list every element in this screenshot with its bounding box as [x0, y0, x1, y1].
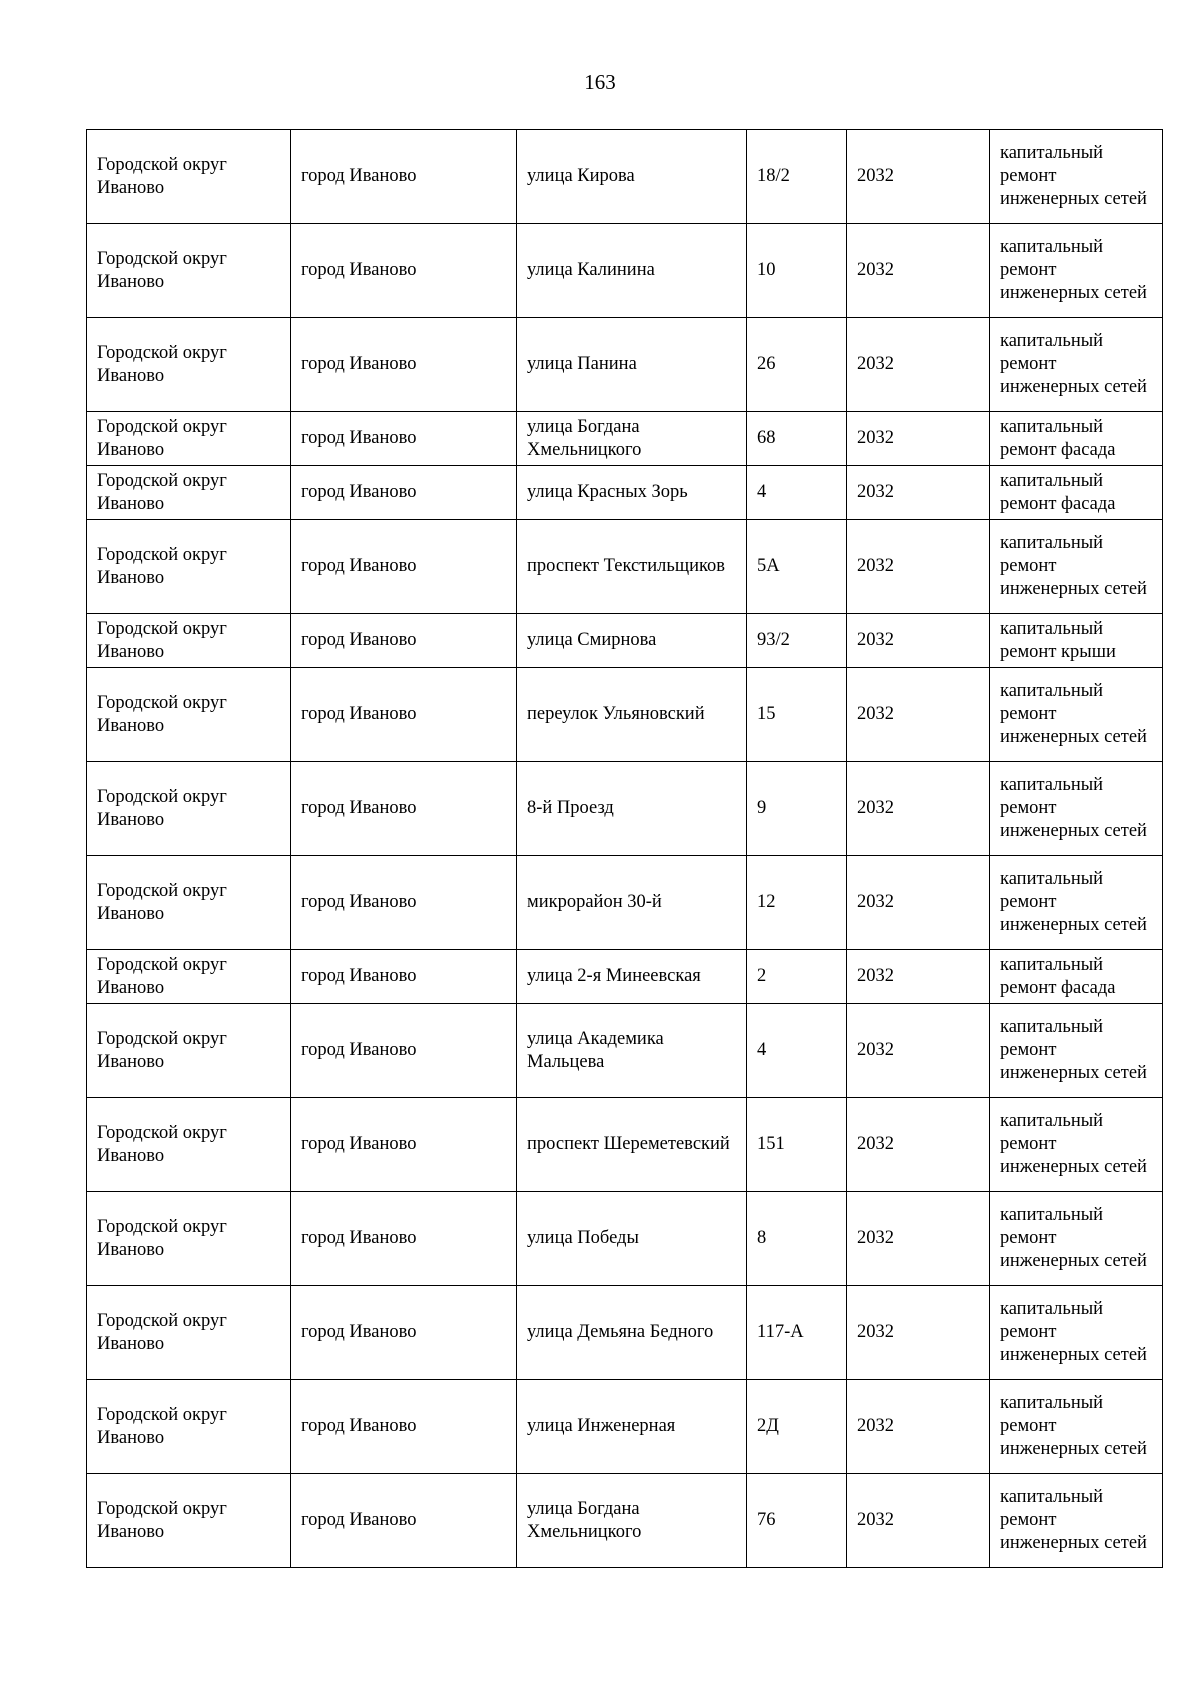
cell-district: Городской округ Иваново: [87, 614, 291, 668]
cell-settlement: город Иваново: [291, 1004, 517, 1098]
cell-year: 2032: [847, 318, 990, 412]
cell-district: Городской округ Иваново: [87, 466, 291, 520]
cell-settlement: город Иваново: [291, 1380, 517, 1474]
cell-year: 2032: [847, 668, 990, 762]
cell-year: 2032: [847, 130, 990, 224]
cell-year: 2032: [847, 1380, 990, 1474]
table-row: [87, 224, 1163, 318]
table-row: [87, 1286, 1163, 1380]
table-row: [87, 412, 1163, 466]
cell-street: улица Академика Мальцева: [517, 1004, 747, 1098]
cell-house: 2Д: [747, 1380, 847, 1474]
cell-house: 26: [747, 318, 847, 412]
table-row: [87, 950, 1163, 1004]
page-number: 163: [584, 70, 616, 94]
cell-district: Городской округ Иваново: [87, 1004, 291, 1098]
cell-settlement: город Иваново: [291, 1192, 517, 1286]
cell-house: 12: [747, 856, 847, 950]
cell-district: Городской округ Иваново: [87, 950, 291, 1004]
table-row: [87, 466, 1163, 520]
cell-house: 5А: [747, 520, 847, 614]
cell-district: Городской округ Иваново: [87, 762, 291, 856]
cell-settlement: город Иваново: [291, 318, 517, 412]
cell-street: улица Демьяна Бедного: [517, 1286, 747, 1380]
table-row: [87, 1004, 1163, 1098]
cell-settlement: город Иваново: [291, 130, 517, 224]
cell-street: переулок Ульяновский: [517, 668, 747, 762]
cell-district: Городской округ Иваново: [87, 318, 291, 412]
table-row: [87, 1474, 1163, 1568]
cell-house: 93/2: [747, 614, 847, 668]
cell-year: 2032: [847, 614, 990, 668]
cell-street: проспект Текстильщиков: [517, 520, 747, 614]
cell-year: 2032: [847, 762, 990, 856]
table-body: [87, 130, 1163, 1568]
cell-work-type: капитальный ремонт инженерных сетей: [990, 1474, 1163, 1568]
cell-work-type: капитальный ремонт инженерных сетей: [990, 520, 1163, 614]
cell-house: 2: [747, 950, 847, 1004]
cell-year: 2032: [847, 412, 990, 466]
cell-street: улица Смирнова: [517, 614, 747, 668]
cell-work-type: капитальный ремонт фасада: [990, 466, 1163, 520]
cell-street: улица Победы: [517, 1192, 747, 1286]
cell-work-type: капитальный ремонт инженерных сетей: [990, 668, 1163, 762]
cell-year: 2032: [847, 1286, 990, 1380]
table-row: [87, 318, 1163, 412]
cell-settlement: город Иваново: [291, 1098, 517, 1192]
cell-street: улица Калинина: [517, 224, 747, 318]
cell-street: улица Инженерная: [517, 1380, 747, 1474]
cell-settlement: город Иваново: [291, 856, 517, 950]
cell-work-type: капитальный ремонт инженерных сетей: [990, 1192, 1163, 1286]
cell-street: улица Богдана Хмельницкого: [517, 412, 747, 466]
cell-settlement: город Иваново: [291, 668, 517, 762]
table-row: [87, 614, 1163, 668]
cell-settlement: город Иваново: [291, 614, 517, 668]
cell-district: Городской округ Иваново: [87, 130, 291, 224]
cell-work-type: капитальный ремонт инженерных сетей: [990, 1286, 1163, 1380]
repair-schedule-table: [86, 129, 1163, 1568]
cell-street: улица Кирова: [517, 130, 747, 224]
cell-settlement: город Иваново: [291, 412, 517, 466]
cell-work-type: капитальный ремонт инженерных сетей: [990, 856, 1163, 950]
table-row: [87, 520, 1163, 614]
cell-street: улица Панина: [517, 318, 747, 412]
cell-house: 9: [747, 762, 847, 856]
cell-house: 4: [747, 1004, 847, 1098]
table-row: [87, 130, 1163, 224]
cell-district: Городской округ Иваново: [87, 1192, 291, 1286]
cell-district: Городской округ Иваново: [87, 1098, 291, 1192]
table-row: [87, 1192, 1163, 1286]
cell-house: 117-А: [747, 1286, 847, 1380]
cell-street: улица Богдана Хмельницкого: [517, 1474, 747, 1568]
cell-work-type: капитальный ремонт инженерных сетей: [990, 318, 1163, 412]
cell-year: 2032: [847, 224, 990, 318]
cell-district: Городской округ Иваново: [87, 520, 291, 614]
cell-street: микрорайон 30-й: [517, 856, 747, 950]
cell-year: 2032: [847, 950, 990, 1004]
cell-year: 2032: [847, 1474, 990, 1568]
cell-district: Городской округ Иваново: [87, 412, 291, 466]
cell-house: 151: [747, 1098, 847, 1192]
cell-house: 8: [747, 1192, 847, 1286]
cell-work-type: капитальный ремонт крыши: [990, 614, 1163, 668]
cell-district: Городской округ Иваново: [87, 668, 291, 762]
cell-house: 4: [747, 466, 847, 520]
table-row: [87, 856, 1163, 950]
cell-settlement: город Иваново: [291, 950, 517, 1004]
cell-year: 2032: [847, 1192, 990, 1286]
cell-work-type: капитальный ремонт инженерных сетей: [990, 130, 1163, 224]
cell-settlement: город Иваново: [291, 1474, 517, 1568]
table-row: [87, 762, 1163, 856]
table-row: [87, 1380, 1163, 1474]
cell-street: улица 2-я Минеевская: [517, 950, 747, 1004]
cell-work-type: капитальный ремонт инженерных сетей: [990, 1098, 1163, 1192]
cell-street: 8-й Проезд: [517, 762, 747, 856]
cell-house: 68: [747, 412, 847, 466]
cell-work-type: капитальный ремонт инженерных сетей: [990, 224, 1163, 318]
cell-work-type: капитальный ремонт инженерных сетей: [990, 762, 1163, 856]
cell-house: 15: [747, 668, 847, 762]
cell-street: проспект Шереметевский: [517, 1098, 747, 1192]
cell-work-type: капитальный ремонт инженерных сетей: [990, 1004, 1163, 1098]
cell-settlement: город Иваново: [291, 466, 517, 520]
cell-district: Городской округ Иваново: [87, 1286, 291, 1380]
cell-settlement: город Иваново: [291, 762, 517, 856]
cell-house: 18/2: [747, 130, 847, 224]
cell-district: Городской округ Иваново: [87, 1474, 291, 1568]
cell-year: 2032: [847, 856, 990, 950]
cell-street: улица Красных Зорь: [517, 466, 747, 520]
cell-district: Городской округ Иваново: [87, 224, 291, 318]
cell-house: 76: [747, 1474, 847, 1568]
cell-district: Городской округ Иваново: [87, 1380, 291, 1474]
table-row: [87, 668, 1163, 762]
cell-settlement: город Иваново: [291, 1286, 517, 1380]
cell-settlement: город Иваново: [291, 520, 517, 614]
cell-year: 2032: [847, 520, 990, 614]
cell-settlement: город Иваново: [291, 224, 517, 318]
table-row: [87, 1098, 1163, 1192]
cell-year: 2032: [847, 466, 990, 520]
cell-year: 2032: [847, 1098, 990, 1192]
cell-work-type: капитальный ремонт инженерных сетей: [990, 1380, 1163, 1474]
cell-year: 2032: [847, 1004, 990, 1098]
cell-work-type: капитальный ремонт фасада: [990, 950, 1163, 1004]
cell-work-type: капитальный ремонт фасада: [990, 412, 1163, 466]
cell-district: Городской округ Иваново: [87, 856, 291, 950]
cell-house: 10: [747, 224, 847, 318]
